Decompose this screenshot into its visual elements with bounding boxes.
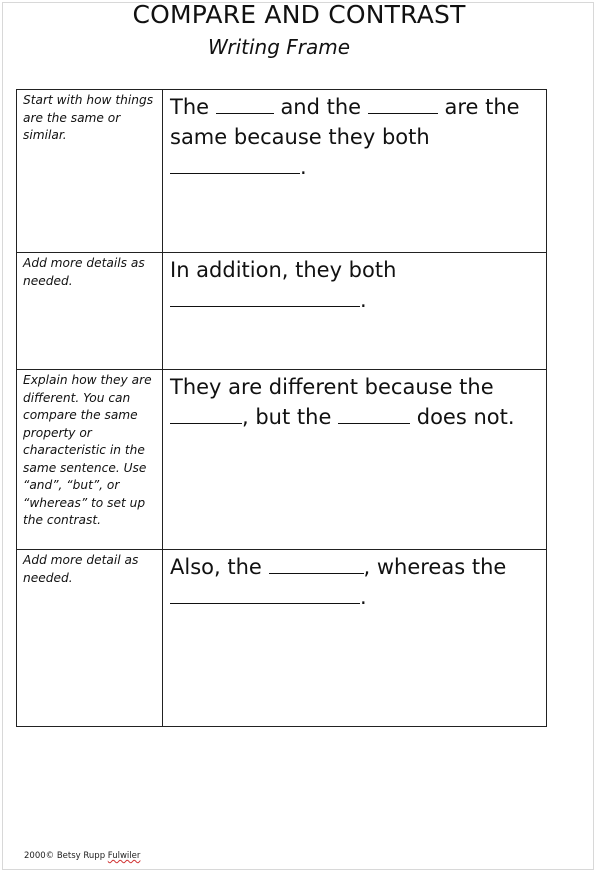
sentence-cell[interactable]: [163, 90, 547, 253]
blank-line[interactable]: [170, 583, 360, 604]
frame-row-different: [17, 370, 547, 550]
frame-row-same: [17, 90, 547, 253]
blank-line[interactable]: [170, 403, 242, 424]
hint-cell: [17, 370, 163, 550]
hint-cell: [17, 90, 163, 253]
copyright-footer: 2000© Betsy Rupp Fulwiler: [24, 851, 141, 861]
blank-line[interactable]: [216, 93, 274, 114]
writing-frame-table: [16, 89, 547, 727]
frame-row-more-detail: [17, 550, 547, 727]
blank-line[interactable]: [170, 153, 300, 174]
sentence-frame-also: Also, the , whereas the .: [170, 555, 507, 609]
sentence-frame-different: They are different because the , but the does not.: [170, 375, 515, 429]
hint-cell: [17, 550, 163, 727]
blank-line[interactable]: [269, 553, 364, 574]
hint-cell: [17, 253, 163, 370]
frame-row-more-details: [17, 253, 547, 370]
hint-text-more-details: Add more details as needed.: [23, 256, 145, 288]
author-surname: Fulwiler: [107, 851, 141, 861]
blank-line[interactable]: [170, 286, 360, 307]
page-title: COMPARE AND CONTRAST: [132, 0, 466, 29]
hint-text-more-detail: Add more detail as needed.: [23, 553, 139, 585]
sentence-cell[interactable]: [163, 550, 547, 727]
hint-text-different: Explain how they are different. You can compare the same property or characteristic in the same sentence. Use “and”, “but”, or “whereas” to set up the contrast.: [23, 373, 152, 527]
sentence-cell[interactable]: [163, 370, 547, 550]
blank-line[interactable]: [368, 93, 438, 114]
hint-text-same: Start with how things are the same or similar.: [23, 93, 154, 142]
blank-line[interactable]: [338, 403, 410, 424]
page-subtitle: Writing Frame: [207, 35, 351, 59]
sentence-frame-addition: In addition, they both .: [170, 258, 397, 312]
sentence-frame-same: The and the are the same because they both .: [170, 95, 520, 179]
sentence-cell[interactable]: [163, 253, 547, 370]
